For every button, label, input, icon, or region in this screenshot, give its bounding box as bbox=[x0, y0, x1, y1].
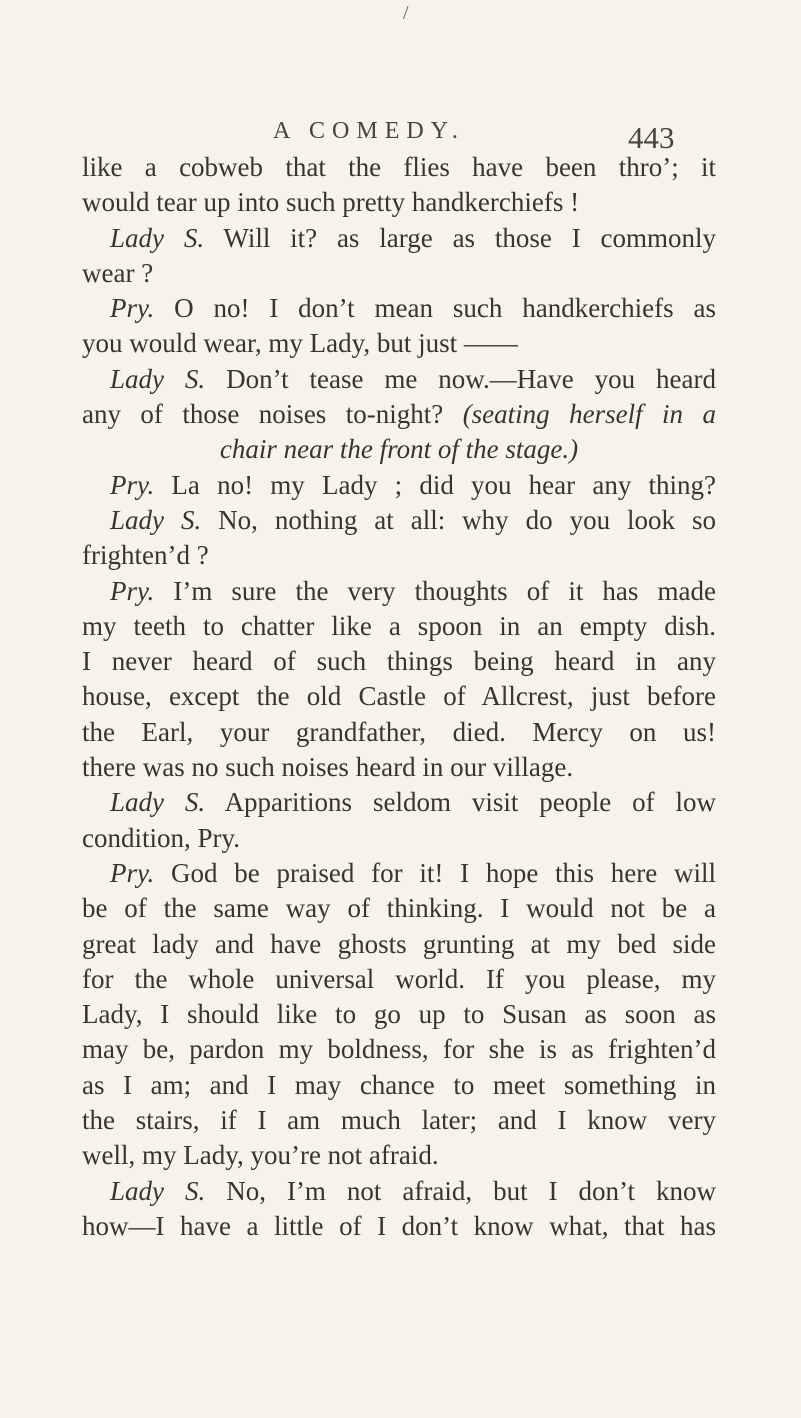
text-line bbox=[82, 468, 716, 503]
text-line bbox=[82, 997, 716, 1032]
speaker-name: Pry. bbox=[110, 575, 155, 606]
text-line bbox=[82, 256, 716, 291]
line-text: house, except the old Castle of Allcrest, just before bbox=[82, 681, 716, 712]
text-line bbox=[82, 1068, 716, 1103]
text-line bbox=[82, 609, 716, 644]
text-line bbox=[82, 1103, 716, 1138]
line-text: Will it? as large as those I commonly bbox=[204, 222, 716, 253]
line-text: I never heard of such things being heard in any bbox=[82, 646, 716, 677]
speaker-name: Pry. bbox=[110, 469, 155, 500]
stage-direction: (seating herself in a bbox=[462, 399, 716, 430]
line-text: as I am; and I may chance to meet something in bbox=[82, 1069, 716, 1100]
line-text: I’m sure the very thoughts of it has made bbox=[154, 575, 716, 606]
top-mark: / bbox=[403, 2, 409, 24]
speaker-name: Lady S. bbox=[110, 222, 205, 253]
line-text: for the whole universal world. If you please, my bbox=[82, 963, 716, 994]
page-number: 443 bbox=[628, 120, 675, 155]
text-line bbox=[82, 538, 716, 573]
speaker-name: Lady S. bbox=[110, 504, 202, 535]
text-line bbox=[82, 1174, 716, 1209]
text-line bbox=[82, 326, 716, 361]
running-head: A COMEDY. bbox=[273, 118, 465, 144]
text-line bbox=[82, 856, 716, 891]
text-line bbox=[82, 785, 716, 820]
text-line bbox=[82, 150, 716, 185]
line-text: you would wear, my Lady, but just —— bbox=[82, 328, 518, 359]
line-text: No, I’m not afraid, but I don’t know bbox=[205, 1175, 716, 1206]
line-text: any of those noises to-night? bbox=[82, 399, 463, 430]
text-line bbox=[82, 221, 716, 256]
text-line bbox=[82, 397, 716, 432]
text-line bbox=[82, 291, 716, 326]
line-text: my teeth to chatter like a spoon in an empty dish. bbox=[82, 610, 716, 641]
text-line bbox=[82, 362, 716, 397]
text-line bbox=[82, 185, 716, 220]
line-text: great lady and have ghosts grunting at my bed side bbox=[82, 928, 716, 959]
line-text: Don’t tease me now.—Have you heard bbox=[205, 363, 717, 394]
line-text: how—I have a little of I don’t know what, that has bbox=[82, 1210, 716, 1241]
text-line bbox=[82, 962, 716, 997]
line-text: well, my Lady, you’re not afraid. bbox=[82, 1140, 439, 1171]
speaker-name: Lady S. bbox=[110, 787, 206, 818]
text-line bbox=[82, 1209, 716, 1244]
text-line bbox=[82, 1032, 716, 1067]
speaker-name: Lady S. bbox=[110, 363, 206, 394]
line-text: be of the same way of thinking. I would not be a bbox=[82, 893, 716, 924]
stage-direction: chair near the front of the stage.) bbox=[219, 434, 579, 465]
speaker-name: Pry. bbox=[110, 293, 155, 324]
text-line bbox=[82, 1138, 716, 1173]
line-text: condition, Pry. bbox=[82, 822, 240, 853]
text-line bbox=[82, 644, 716, 679]
line-text: La no! my Lady ; did you hear any thing? bbox=[154, 469, 716, 500]
line-text: God be praised for it! I hope this here will bbox=[154, 857, 716, 888]
text-line bbox=[82, 715, 716, 750]
text-line bbox=[82, 432, 716, 467]
speaker-name: Lady S. bbox=[110, 1175, 206, 1206]
text-line bbox=[82, 891, 716, 926]
play-text bbox=[82, 150, 716, 1244]
text-line bbox=[82, 821, 716, 856]
line-text: may be, pardon my boldness, for she is as frighten’d bbox=[82, 1034, 716, 1065]
line-text: like a cobweb that the flies have been thro’; it bbox=[82, 152, 716, 182]
line-text: the stairs, if I am much later; and I know very bbox=[82, 1105, 716, 1136]
line-text: frighten’d ? bbox=[82, 540, 209, 571]
speaker-name: Pry. bbox=[110, 857, 155, 888]
line-text: would tear up into such pretty handkerchiefs ! bbox=[82, 187, 580, 218]
text-line bbox=[82, 679, 716, 714]
line-text: Lady, I should like to go up to Susan as soon as bbox=[82, 999, 716, 1030]
text-line bbox=[82, 503, 716, 538]
text-line bbox=[82, 574, 716, 609]
line-text: wear ? bbox=[82, 257, 154, 288]
text-line bbox=[82, 750, 716, 785]
text-line bbox=[82, 927, 716, 962]
line-text: the Earl, your grandfather, died. Mercy on us! bbox=[82, 716, 716, 747]
line-text: O no! I don’t mean such handkerchiefs as bbox=[154, 293, 716, 324]
line-text: there was no such noises heard in our village. bbox=[82, 752, 574, 783]
line-text: Apparitions seldom visit people of low bbox=[205, 787, 717, 818]
line-text: No, nothing at all: why do you look so bbox=[201, 504, 716, 535]
